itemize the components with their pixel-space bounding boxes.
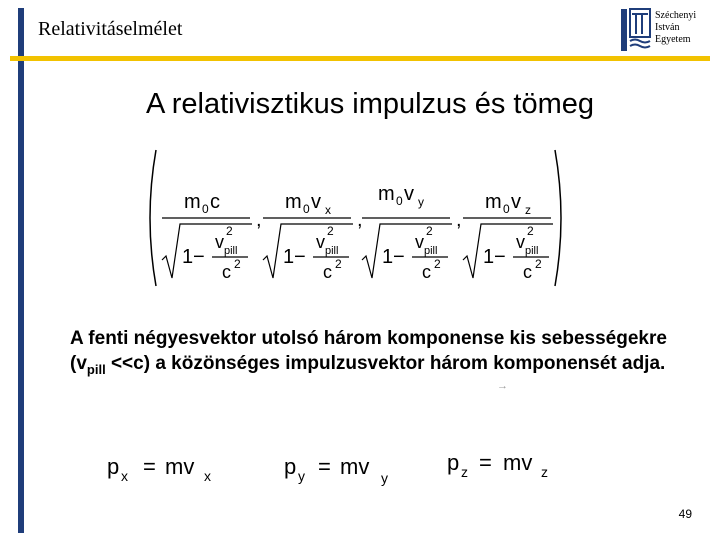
c-symbol: c (523, 262, 532, 282)
v-symbol: v (215, 232, 224, 252)
comma: , (357, 209, 363, 231)
sqrt-one: 1 (382, 246, 394, 268)
eq-v-sub: x (204, 468, 211, 484)
eq-v-sub: y (381, 470, 388, 486)
numerator-var: v (511, 191, 521, 213)
paragraph-subscript: pill (86, 361, 106, 377)
v-symbol: v (516, 232, 525, 252)
c-exponent: 2 (535, 257, 542, 271)
numerator-sub0: 0 (202, 202, 209, 216)
c-symbol: c (222, 262, 231, 282)
numerator-sub0: 0 (303, 202, 310, 216)
eq-equals: = (479, 450, 492, 475)
university-name (655, 10, 696, 46)
eq-p-sub: x (121, 468, 128, 484)
eq-mv: mv (503, 450, 533, 475)
numerator-m: m (378, 183, 395, 205)
comma: , (456, 209, 462, 231)
comma: , (256, 209, 262, 231)
eq-p: p (107, 454, 120, 479)
v-symbol: v (415, 232, 424, 252)
v-subscript: pill (325, 245, 339, 257)
sqrt-one: 1 (182, 246, 194, 268)
numerator-m: m (184, 191, 201, 213)
page-number: 49 (678, 507, 692, 521)
numerator-m: m (485, 191, 502, 213)
numerator-var: v (311, 191, 321, 213)
numerator-sub: z (525, 203, 531, 217)
eq-p: p (284, 454, 297, 479)
v-exponent: 2 (426, 224, 433, 238)
course-title: Relativitáselmélet (38, 18, 183, 40)
c-symbol: c (422, 262, 431, 282)
c-exponent: 2 (335, 257, 342, 271)
v-subscript: pill (525, 245, 539, 257)
equation-py (282, 450, 402, 490)
minus-sign: − (494, 246, 506, 268)
v-subscript: pill (224, 245, 238, 257)
c-exponent: 2 (234, 257, 241, 271)
numerator-sub: x (325, 203, 331, 217)
four-vector-component (263, 191, 363, 282)
eq-p: p (447, 450, 460, 475)
eq-v-sub: z (541, 464, 548, 480)
four-vector-component (463, 191, 553, 282)
v-exponent: 2 (527, 224, 534, 238)
minus-sign: − (393, 246, 405, 268)
four-vector-component (162, 191, 262, 282)
slide-title: A relativisztikus impulzus és tömeg (145, 88, 595, 120)
eq-p-sub: z (461, 464, 468, 480)
equation-px (105, 450, 225, 490)
c-symbol: c (323, 262, 332, 282)
numerator-sub0: 0 (396, 194, 403, 208)
eq-mv: mv (340, 454, 370, 479)
logo-line-2: István (655, 22, 680, 33)
sqrt-one: 1 (483, 246, 495, 268)
minus-sign: − (193, 246, 205, 268)
sqrt-one: 1 (283, 246, 295, 268)
eq-equals: = (143, 454, 156, 479)
v-subscript: pill (424, 245, 438, 257)
explanation-paragraph (70, 326, 680, 382)
paragraph-text-end: <<c) a közönséges impulzusvektor három komponensét adja. (105, 353, 666, 374)
university-logo-icon (620, 8, 652, 52)
four-vector-component (362, 183, 462, 282)
numerator-m: m (285, 191, 302, 213)
eq-p-sub: y (298, 468, 305, 484)
header-divider (10, 56, 710, 61)
numerator-sub: y (418, 195, 424, 209)
vector-arrow-mark: → (497, 380, 508, 392)
equation-pz (445, 446, 565, 486)
minus-sign: − (294, 246, 306, 268)
v-symbol: v (316, 232, 325, 252)
v-exponent: 2 (226, 224, 233, 238)
numerator-var: c (210, 191, 220, 213)
eq-mv: mv (165, 454, 195, 479)
v-exponent: 2 (327, 224, 334, 238)
logo-line-3: Egyetem (655, 34, 691, 45)
four-vector-formula (148, 148, 563, 288)
left-paren (150, 150, 156, 286)
numerator-var: v (404, 183, 414, 205)
right-paren (555, 150, 561, 286)
left-accent-bar (18, 8, 24, 533)
logo-line-1: Széchenyi (655, 10, 697, 21)
paragraph-text-start: A fenti négyesvektor utolsó három komponense kis sebességekre (v (70, 328, 667, 374)
eq-equals: = (318, 454, 331, 479)
c-exponent: 2 (434, 257, 441, 271)
numerator-sub0: 0 (503, 202, 510, 216)
